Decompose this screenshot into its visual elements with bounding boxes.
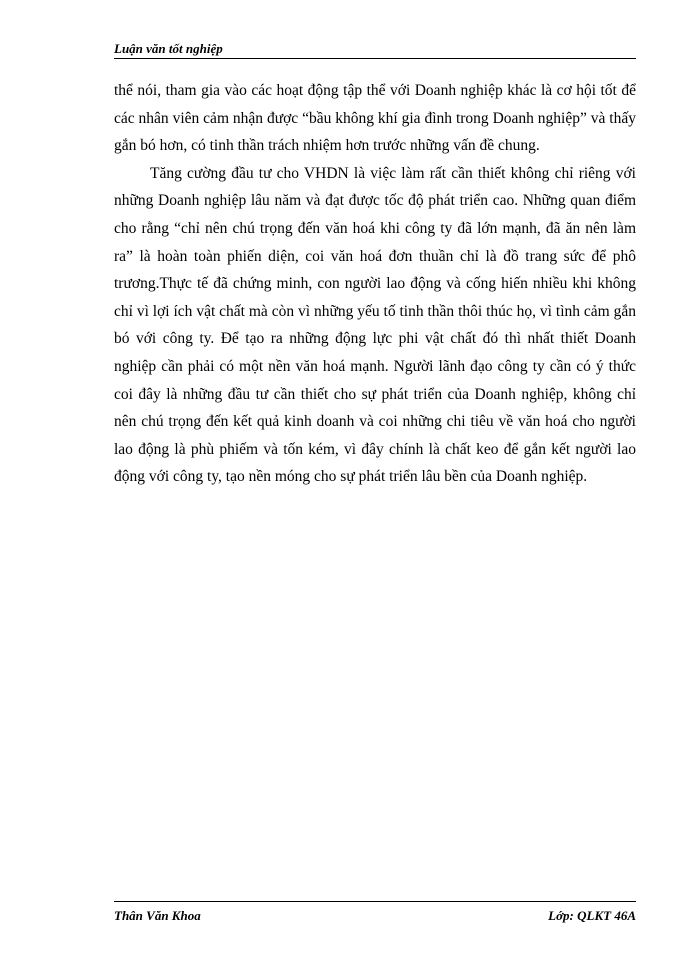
- paragraph: Tăng cường đầu tư cho VHDN là việc làm rất cần thiết không chỉ riêng với những Doanh nghiệp lâu năm và đạt được tốc độ phát triển cao. Những quan điểm cho rằng “chỉ nên chú trọng đến văn hoá khi công ty đã lớn mạnh, đã ăn nên làm ra” là hoàn toàn phiến diện, coi văn hoá đơn thuần chỉ là đồ trang sức để phô trương.Thực tế đã chứng minh, con người lao động và cống hiến nhiều khi không chỉ vì lợi ích vật chất mà còn vì những yếu tố tinh thần thôi thúc họ, vì tình cảm gắn bó với công ty. Để tạo ra những động lực phi vật chất đó thì nhất thiết Doanh nghiệp cần phải có một nền văn hoá mạnh. Người lãnh đạo công ty cần có ý thức coi đây là những đầu tư cần thiết cho sự phát triển của Doanh nghiệp, không chỉ nên chú trọng đến kết quả kinh doanh và coi những chi tiêu về văn hoá cho người lao động là phù phiếm và tốn kém, vì đây chính là chất keo để gắn kết người lao động với công ty, tạo nền móng cho sự phát triển lâu bền của Doanh nghiệp.: [114, 164, 636, 486]
- page-footer: [114, 901, 636, 923]
- page-header: [114, 40, 636, 59]
- header-title: Luận văn tốt nghiệp: [114, 41, 223, 56]
- document-body: [114, 77, 636, 491]
- footer-author: Thân Văn Khoa: [114, 908, 201, 923]
- footer-class: Lớp: QLKT 46A: [548, 908, 636, 923]
- paragraph: thể nói, tham gia vào các hoạt động tập thể với Doanh nghiệp khác là cơ hội tốt để các nhân viên cảm nhận được “bầu không khí gia đình trong Doanh nghiệp” và thấy gắn bó hơn, có tinh thần trách nhiệm hơn trước những vấn đề chung.: [114, 82, 636, 155]
